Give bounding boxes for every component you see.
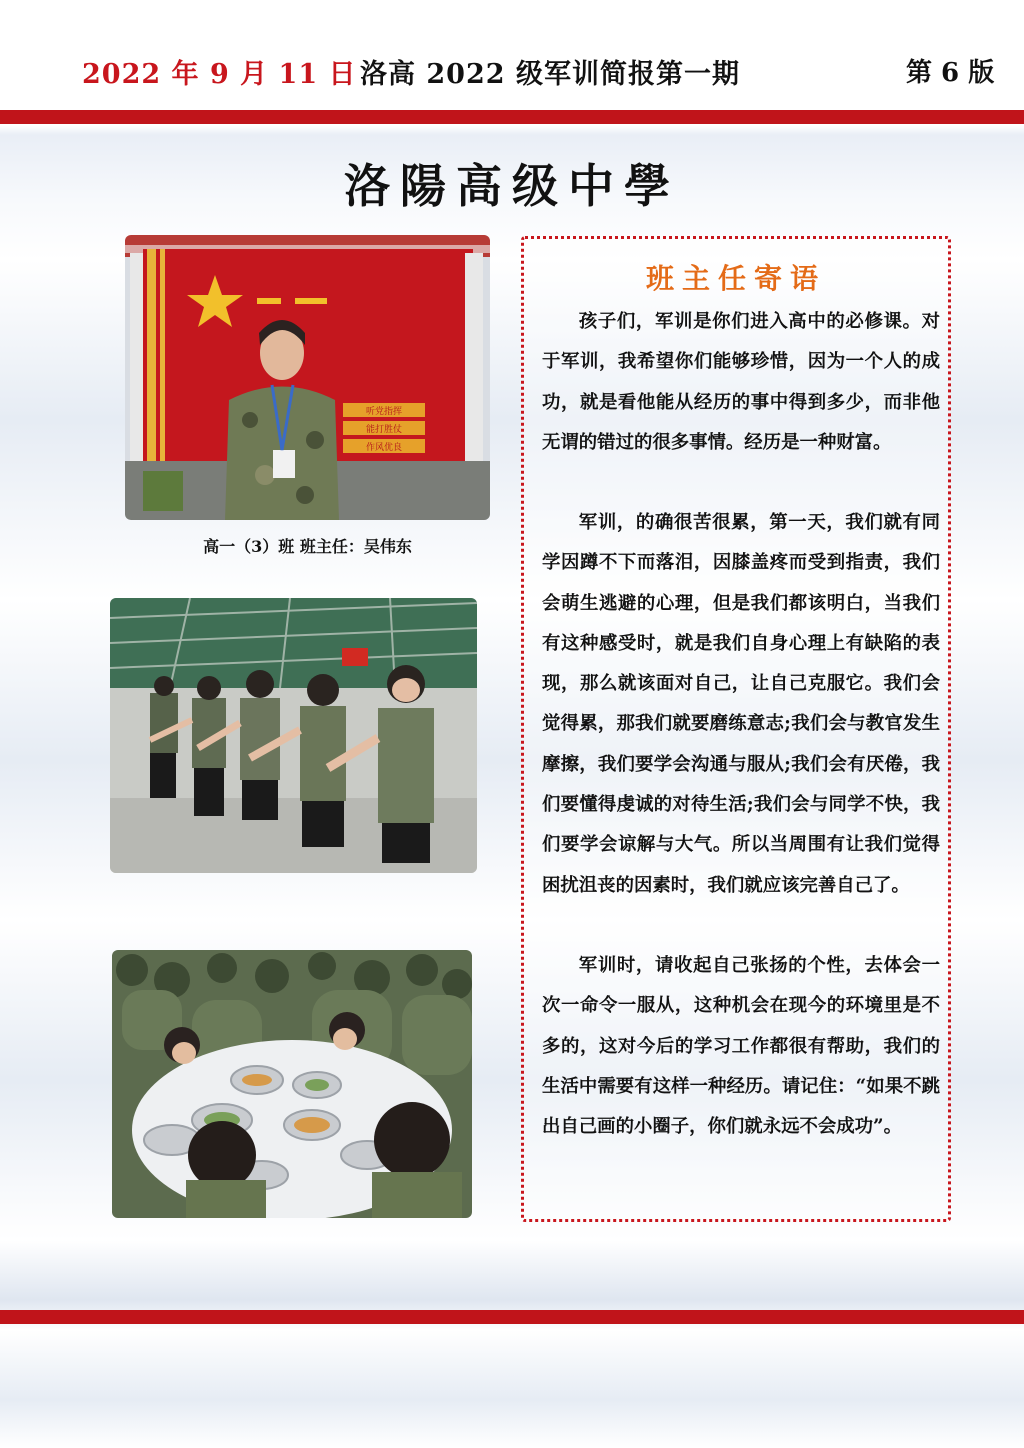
top-divider	[0, 110, 1024, 124]
teacher-message-box	[521, 236, 951, 1222]
header-band	[0, 0, 1024, 108]
page-number: 第 6 版	[906, 58, 995, 88]
newsletter-title: 洛高 2022 级军训简报第一期	[360, 59, 740, 90]
teacher-photo	[125, 235, 490, 520]
slogan-3: 作风优良	[365, 443, 403, 453]
message-title: 班主任寄语	[645, 262, 826, 295]
dining-photo	[112, 950, 472, 1218]
message-paragraph-3: 军训时，请收起自己张扬的个性，去体会一次一命令一服从，这种机会在现今的环境里是不多的，这对今后的学习工作都很有帮助，我们的生活中需要有这样一种经历。请记住：“如果不跳出自己画的小圈子，你们就永远不会成功”。	[542, 955, 940, 1138]
message-paragraph-1: 孩子们，军训是你们进入高中的必修课。对于军训，我希望你们能够珍惜，因为一个人的成功，就是看他能从经历的事中得到多少，而非他无谓的错过的很多事情。经历是一种财富。	[542, 311, 940, 453]
bottom-divider	[0, 1310, 1024, 1324]
teacher-caption: 高一（3）班 班主任：吴伟东	[203, 537, 412, 556]
school-name-calligraphy: 洛陽高级中學	[344, 159, 680, 213]
message-paragraph-2: 军训，的确很苦很累，第一天，我们就有同学因蹲不下而落泪，因膝盖疼而受到指责，我们会萌生逃避的心理，但是我们都该明白，当我们有这种感受时，就是我们自身心理上有缺陷的表现，那么就该面对自己，让自己克服它。我们会觉得累，那我们就要磨练意志;我们会与教官发生摩擦，我们要学会沟通与服从;我们会有厌倦，我们要懂得虔诚的对待生活;我们会与同学不快，我们要学会谅解与大气。所以当周围有让我们觉得困扰沮丧的因素时，我们就应该完善自己了。	[542, 512, 940, 896]
slogan-2: 能打胜仗	[365, 425, 403, 435]
drill-photo	[110, 598, 477, 873]
slogan-1: 听党指挥	[365, 407, 403, 417]
issue-date: 2022 年 9 月 11 日	[82, 59, 357, 90]
